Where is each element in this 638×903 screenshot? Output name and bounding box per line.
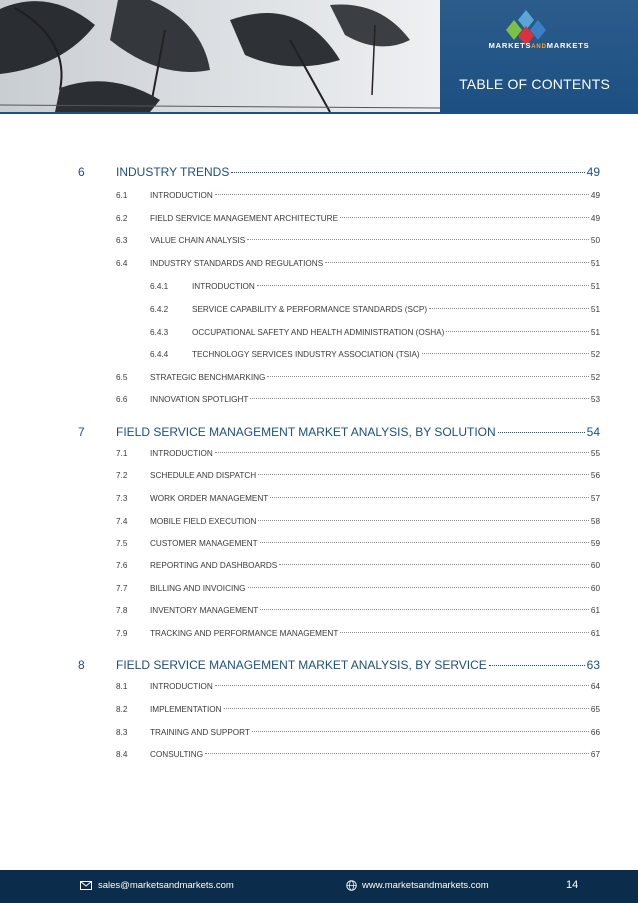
toc-entry-sub[interactable] bbox=[150, 305, 600, 314]
toc-page-number: 59 bbox=[590, 539, 600, 548]
toc-title: BILLING AND INVOICING bbox=[150, 584, 246, 593]
page-title: TABLE OF CONTENTS bbox=[459, 76, 610, 92]
toc-number: 6.2 bbox=[116, 214, 128, 223]
dot-leader bbox=[258, 520, 588, 521]
toc-entry-section[interactable] bbox=[116, 471, 600, 480]
toc-page-number: 66 bbox=[590, 728, 600, 737]
dot-leader bbox=[231, 172, 584, 173]
satellite-dishes-image bbox=[0, 0, 440, 112]
toc-title: REPORTING AND DASHBOARDS bbox=[150, 561, 278, 570]
toc-entry-section[interactable] bbox=[116, 373, 600, 382]
toc-number: 7.6 bbox=[116, 561, 128, 570]
toc-number: 6.4.4 bbox=[150, 350, 169, 359]
dot-leader bbox=[279, 564, 589, 565]
toc-page-number: 51 bbox=[590, 282, 600, 291]
toc-title: INDUSTRY TRENDS bbox=[116, 165, 230, 179]
dot-leader bbox=[340, 632, 589, 633]
dot-leader bbox=[260, 542, 589, 543]
toc-entry-section[interactable] bbox=[116, 236, 600, 245]
toc-entry-section[interactable] bbox=[116, 629, 600, 638]
toc-page-number: 56 bbox=[590, 471, 600, 480]
toc-number: 7.9 bbox=[116, 629, 128, 638]
toc-page-number: 65 bbox=[590, 705, 600, 714]
toc-number: 7.2 bbox=[116, 471, 128, 480]
dot-leader bbox=[267, 376, 588, 377]
globe-icon bbox=[346, 880, 357, 891]
toc-page-number: 60 bbox=[590, 584, 600, 593]
email-text: sales@marketsandmarkets.com bbox=[98, 880, 234, 891]
toc-title: TRAINING AND SUPPORT bbox=[150, 728, 250, 737]
dot-leader bbox=[429, 308, 589, 309]
dot-leader bbox=[205, 753, 589, 754]
toc-number: 7.4 bbox=[116, 517, 128, 526]
toc-title: SERVICE CAPABILITY & PERFORMANCE STANDARDS (SCP) bbox=[192, 305, 428, 314]
toc-number: 6.4.1 bbox=[150, 282, 169, 291]
toc-number: 6 bbox=[78, 165, 85, 179]
toc-title: VALUE CHAIN ANALYSIS bbox=[150, 236, 246, 245]
toc-page-number: 55 bbox=[590, 449, 600, 458]
toc-number: 7.3 bbox=[116, 494, 128, 503]
toc-number: 6.4.3 bbox=[150, 328, 169, 337]
toc-title: INTRODUCTION bbox=[150, 449, 213, 458]
dot-leader bbox=[215, 685, 589, 686]
dot-leader bbox=[260, 609, 589, 610]
toc-entry-chapter[interactable] bbox=[78, 425, 600, 439]
toc-title: INTRODUCTION bbox=[192, 282, 255, 291]
toc-number: 8.1 bbox=[116, 682, 128, 691]
toc-page-number: 61 bbox=[590, 606, 600, 615]
toc-entry-section[interactable] bbox=[116, 705, 600, 714]
dot-leader bbox=[215, 452, 589, 453]
toc-entry-section[interactable] bbox=[116, 750, 600, 759]
toc-entry-section[interactable] bbox=[116, 395, 600, 404]
toc-number: 7.1 bbox=[116, 449, 128, 458]
toc-entry-chapter[interactable] bbox=[78, 658, 600, 672]
dot-leader bbox=[257, 285, 589, 286]
dot-leader bbox=[248, 587, 589, 588]
toc-page-number: 67 bbox=[590, 750, 600, 759]
toc-entry-section[interactable] bbox=[116, 191, 600, 200]
toc-title: INDUSTRY STANDARDS AND REGULATIONS bbox=[150, 259, 324, 268]
dot-leader bbox=[250, 398, 588, 399]
toc-entry-section[interactable] bbox=[116, 682, 600, 691]
toc-number: 7.5 bbox=[116, 539, 128, 548]
header-divider bbox=[0, 112, 638, 114]
toc-title: FIELD SERVICE MANAGEMENT MARKET ANALYSIS, BY SOLUTION bbox=[116, 425, 496, 439]
toc-title: INVENTORY MANAGEMENT bbox=[150, 606, 259, 615]
toc-entry-chapter[interactable] bbox=[78, 165, 600, 179]
toc-page-number: 58 bbox=[590, 517, 600, 526]
toc-entry-sub[interactable] bbox=[150, 282, 600, 291]
toc-number: 8.3 bbox=[116, 728, 128, 737]
toc-page-number: 49 bbox=[586, 165, 600, 179]
toc-title: INTRODUCTION bbox=[150, 191, 213, 200]
toc-entry-section[interactable] bbox=[116, 517, 600, 526]
toc-page-number: 49 bbox=[590, 214, 600, 223]
toc-page-number: 52 bbox=[590, 373, 600, 382]
footer-website[interactable] bbox=[346, 880, 489, 891]
toc-title: INTRODUCTION bbox=[150, 682, 213, 691]
toc-title: CONSULTING bbox=[150, 750, 204, 759]
toc-number: 7.8 bbox=[116, 606, 128, 615]
dot-leader bbox=[498, 432, 585, 433]
dot-leader bbox=[252, 731, 589, 732]
dot-leader bbox=[215, 194, 589, 195]
toc-number: 6.5 bbox=[116, 373, 128, 382]
toc-number: 6.4 bbox=[116, 259, 128, 268]
toc-page-number: 61 bbox=[590, 629, 600, 638]
toc-entry-section[interactable] bbox=[116, 214, 600, 223]
toc-title: FIELD SERVICE MANAGEMENT MARKET ANALYSIS, BY SERVICE bbox=[116, 658, 487, 672]
dot-leader bbox=[270, 497, 589, 498]
toc-page-number: 60 bbox=[590, 561, 600, 570]
toc-number: 8 bbox=[78, 658, 85, 672]
toc-title: SCHEDULE AND DISPATCH bbox=[150, 471, 257, 480]
footer-email[interactable] bbox=[80, 880, 234, 891]
dot-leader bbox=[446, 331, 589, 332]
toc-number: 6.1 bbox=[116, 191, 128, 200]
toc-title: CUSTOMER MANAGEMENT bbox=[150, 539, 258, 548]
dot-leader bbox=[325, 262, 589, 263]
envelope-icon bbox=[80, 881, 92, 890]
toc-page-number: 64 bbox=[590, 682, 600, 691]
toc-entry-section[interactable] bbox=[116, 539, 600, 548]
toc-page-number: 50 bbox=[590, 236, 600, 245]
toc-entry-section[interactable] bbox=[116, 494, 600, 503]
dot-leader bbox=[422, 353, 589, 354]
brand-name: MARKETSANDMARKETS bbox=[488, 41, 590, 50]
dot-leader bbox=[247, 239, 589, 240]
toc-number: 6.6 bbox=[116, 395, 128, 404]
dot-leader bbox=[224, 708, 589, 709]
toc-entry-sub[interactable] bbox=[150, 328, 600, 337]
toc-title: IMPLEMENTATION bbox=[150, 705, 222, 714]
toc-entry-sub[interactable] bbox=[150, 350, 600, 359]
toc-title: INNOVATION SPOTLIGHT bbox=[150, 395, 249, 404]
page-number: 14 bbox=[566, 879, 579, 891]
toc-number: 6.3 bbox=[116, 236, 128, 245]
toc-page-number: 54 bbox=[586, 425, 600, 439]
toc-number: 6.4.2 bbox=[150, 305, 169, 314]
website-text: www.marketsandmarkets.com bbox=[362, 880, 489, 891]
toc-page-number: 51 bbox=[590, 259, 600, 268]
toc-page-number: 53 bbox=[590, 395, 600, 404]
toc-title: MOBILE FIELD EXECUTION bbox=[150, 517, 257, 526]
dot-leader bbox=[340, 217, 589, 218]
toc-entry-section[interactable] bbox=[116, 584, 600, 593]
toc-entry-section[interactable] bbox=[116, 449, 600, 458]
toc-title: TRACKING AND PERFORMANCE MANAGEMENT bbox=[150, 629, 339, 638]
toc-number: 7 bbox=[78, 425, 85, 439]
dot-leader bbox=[258, 474, 589, 475]
toc-title: STRATEGIC BENCHMARKING bbox=[150, 373, 266, 382]
toc-page-number: 49 bbox=[590, 191, 600, 200]
toc-entry-section[interactable] bbox=[116, 561, 600, 570]
toc-entry-section[interactable] bbox=[116, 606, 600, 615]
toc-entry-section[interactable] bbox=[116, 259, 600, 268]
toc-page-number: 63 bbox=[586, 658, 600, 672]
toc-title: OCCUPATIONAL SAFETY AND HEALTH ADMINISTRATION (OSHA) bbox=[192, 328, 445, 337]
toc-page-number: 57 bbox=[590, 494, 600, 503]
toc-number: 8.2 bbox=[116, 705, 128, 714]
page-header bbox=[0, 0, 638, 112]
toc-number: 7.7 bbox=[116, 584, 128, 593]
page-footer bbox=[0, 870, 638, 903]
toc-number: 8.4 bbox=[116, 750, 128, 759]
toc-entry-section[interactable] bbox=[116, 728, 600, 737]
toc-page-number: 52 bbox=[590, 350, 600, 359]
dot-leader bbox=[489, 665, 585, 666]
toc-title: WORK ORDER MANAGEMENT bbox=[150, 494, 269, 503]
toc-title: FIELD SERVICE MANAGEMENT ARCHITECTURE bbox=[150, 214, 339, 223]
toc-page-number: 51 bbox=[590, 328, 600, 337]
toc-page-number: 51 bbox=[590, 305, 600, 314]
toc-title: TECHNOLOGY SERVICES INDUSTRY ASSOCIATION (TSIA) bbox=[192, 350, 420, 359]
